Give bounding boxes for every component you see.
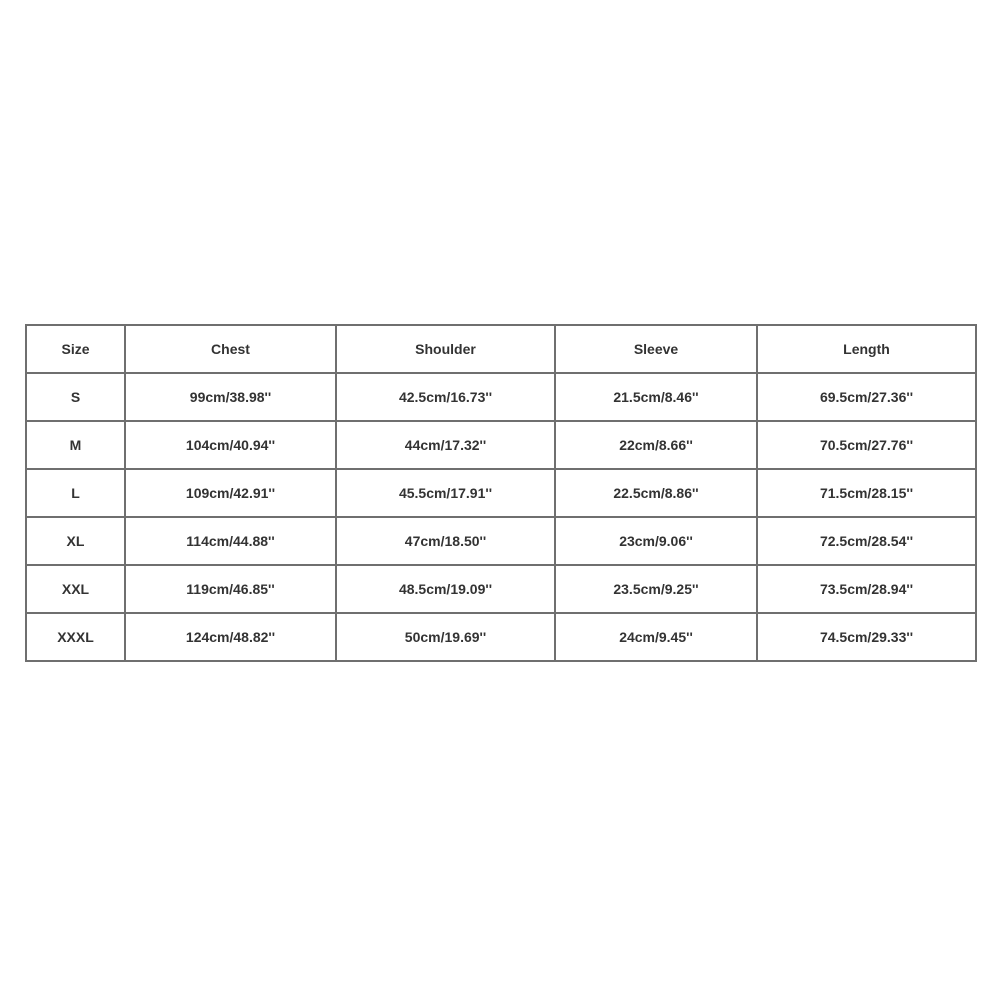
length-cell: 70.5cm/27.76'': [757, 421, 976, 469]
length-cell: 69.5cm/27.36'': [757, 373, 976, 421]
header-chest: Chest: [125, 325, 336, 373]
sleeve-cell: 24cm/9.45'': [555, 613, 757, 661]
size-chart-table: [25, 324, 977, 662]
table-row: [26, 421, 976, 469]
table-row: [26, 613, 976, 661]
chest-cell: 99cm/38.98'': [125, 373, 336, 421]
chest-cell: 114cm/44.88'': [125, 517, 336, 565]
shoulder-cell: 45.5cm/17.91'': [336, 469, 555, 517]
header-row: [26, 325, 976, 373]
shoulder-cell: 48.5cm/19.09'': [336, 565, 555, 613]
header-sleeve: Sleeve: [555, 325, 757, 373]
shoulder-cell: 47cm/18.50'': [336, 517, 555, 565]
length-cell: 71.5cm/28.15'': [757, 469, 976, 517]
sleeve-cell: 23.5cm/9.25'': [555, 565, 757, 613]
chest-cell: 104cm/40.94'': [125, 421, 336, 469]
size-cell: XXXL: [26, 613, 125, 661]
size-chart-body: [26, 373, 976, 661]
shoulder-cell: 44cm/17.32'': [336, 421, 555, 469]
shoulder-cell: 42.5cm/16.73'': [336, 373, 555, 421]
sleeve-cell: 23cm/9.06'': [555, 517, 757, 565]
header-length: Length: [757, 325, 976, 373]
size-cell: S: [26, 373, 125, 421]
size-chart-header: [26, 325, 976, 373]
size-cell: XL: [26, 517, 125, 565]
length-cell: 73.5cm/28.94'': [757, 565, 976, 613]
sleeve-cell: 22.5cm/8.86'': [555, 469, 757, 517]
table-row: [26, 373, 976, 421]
chest-cell: 119cm/46.85'': [125, 565, 336, 613]
size-cell: XXL: [26, 565, 125, 613]
header-shoulder: Shoulder: [336, 325, 555, 373]
length-cell: 72.5cm/28.54'': [757, 517, 976, 565]
chest-cell: 124cm/48.82'': [125, 613, 336, 661]
chest-cell: 109cm/42.91'': [125, 469, 336, 517]
header-size: Size: [26, 325, 125, 373]
table-row: [26, 517, 976, 565]
sleeve-cell: 21.5cm/8.46'': [555, 373, 757, 421]
table-row: [26, 565, 976, 613]
size-cell: M: [26, 421, 125, 469]
sleeve-cell: 22cm/8.66'': [555, 421, 757, 469]
table-row: [26, 469, 976, 517]
shoulder-cell: 50cm/19.69'': [336, 613, 555, 661]
length-cell: 74.5cm/29.33'': [757, 613, 976, 661]
size-cell: L: [26, 469, 125, 517]
